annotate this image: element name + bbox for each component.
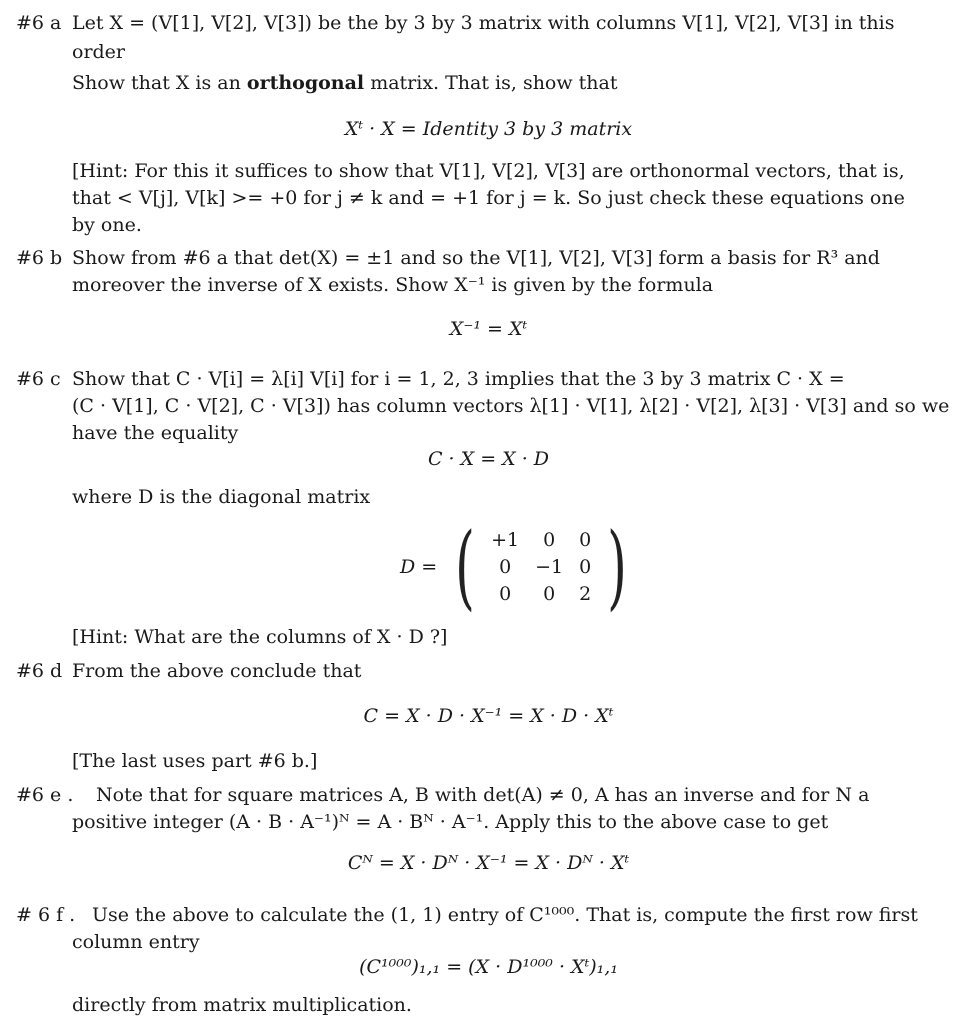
part-6b-equation: X⁻¹ = Xᵗ: [449, 318, 528, 340]
part-6a-line3-pre: Show that X is an: [72, 72, 247, 94]
part-6f-line2: column entry: [72, 931, 200, 953]
part-6a-label: #6 a: [16, 12, 62, 34]
part-6a-orthogonal: orthogonal: [246, 72, 365, 94]
part-6a-line3-post: matrix. That is, show that: [364, 72, 618, 94]
matrix-cell: −1: [535, 555, 564, 578]
part-6a-hint-line2: that < V[j], V[k] >= +0 for j ≠ k and = +1 for j = k. So just check these equations one: [72, 187, 905, 209]
matrix-cell: 0: [543, 528, 556, 551]
part-6a-line1: Let X = (V[1], V[2], V[3]) be the by 3 by 3 matrix with columns V[1], V[2], V[3] in this: [72, 12, 895, 34]
part-6a-hint-line1: [Hint: For this it suffices to show that V[1], V[2], V[3] are orthonormal vectors, that is,: [72, 160, 905, 182]
part-6c-line1: Show that C · V[i] = λ[i] V[i] for i = 1, 2, 3 implies that the 3 by 3 matrix C · X =: [72, 368, 845, 390]
part-6a-line2: order: [72, 41, 126, 63]
matrix-lhs: D =: [400, 555, 438, 578]
part-6e-line1: Note that for square matrices A, B with det(A) ≠ 0, A has an inverse and for N a: [96, 784, 870, 806]
part-6c-hint: [Hint: What are the columns of X · D ?]: [72, 626, 448, 648]
matrix-cell: 0: [543, 582, 556, 605]
part-6d-equation: C = X · D · X⁻¹ = X · D · Xᵗ: [363, 705, 614, 727]
part-6c-line3: have the equality: [72, 422, 239, 444]
part-6f-line3: directly from matrix multiplication.: [72, 994, 412, 1016]
matrix-cell: 2: [579, 582, 592, 605]
part-6c-line4: where D is the diagonal matrix: [72, 486, 371, 508]
matrix-row: [483, 581, 599, 608]
part-6a-equation: Xᵗ · X = Identity 3 by 3 matrix: [344, 118, 633, 140]
matrix-row: [483, 527, 599, 554]
part-6c-line2: (C · V[1], C · V[2], C · V[3]) has column vectors λ[1] · V[1], λ[2] · V[2], λ[3] · V[3] and so we: [72, 395, 950, 417]
part-6f-equation: (C¹⁰⁰⁰)₁,₁ = (X · D¹⁰⁰⁰ · Xᵗ)₁,₁: [359, 956, 618, 978]
part-6a-hint-line3: by one.: [72, 214, 142, 236]
part-6c-equation: C · X = X · D: [427, 448, 550, 470]
matrix-cell: 0: [499, 555, 512, 578]
part-6d-line1: From the above conclude that: [72, 660, 362, 682]
part-6f-line1: Use the above to calculate the (1, 1) entry of C¹⁰⁰⁰. That is, compute the first row first: [92, 904, 918, 926]
part-6f-label: # 6 f .: [16, 904, 76, 926]
part-6e-label: #6 e .: [16, 784, 74, 806]
matrix-cell: 0: [579, 555, 592, 578]
part-6b-label: #6 b: [16, 247, 63, 269]
matrix-cell: +1: [491, 528, 520, 551]
matrix-body: [483, 527, 599, 608]
matrix-cell: 0: [579, 528, 592, 551]
diagonal-matrix-D: [400, 513, 635, 620]
matrix-left-paren: (: [455, 513, 476, 620]
part-6e-line2: positive integer (A · B · A⁻¹)ᴺ = A · Bᴺ · A⁻¹. Apply this to the above case to get: [72, 811, 829, 833]
matrix-cell: 0: [499, 582, 512, 605]
part-6a-line3: [72, 70, 952, 97]
part-6d-note: [The last uses part #6 b.]: [72, 750, 318, 772]
part-6c-label: #6 c: [16, 368, 61, 390]
matrix-row: [483, 554, 599, 581]
matrix-right-paren: ): [607, 513, 628, 620]
part-6d-label: #6 d: [16, 660, 63, 682]
part-6b-line2: moreover the inverse of X exists. Show X⁻¹ is given by the formula: [72, 274, 714, 296]
part-6b-line1: Show from #6 a that det(X) = ±1 and so the V[1], V[2], V[3] form a basis for R³ and: [72, 247, 880, 269]
part-6e-equation: Cᴺ = X · Dᴺ · X⁻¹ = X · Dᴺ · Xᵗ: [347, 852, 630, 874]
